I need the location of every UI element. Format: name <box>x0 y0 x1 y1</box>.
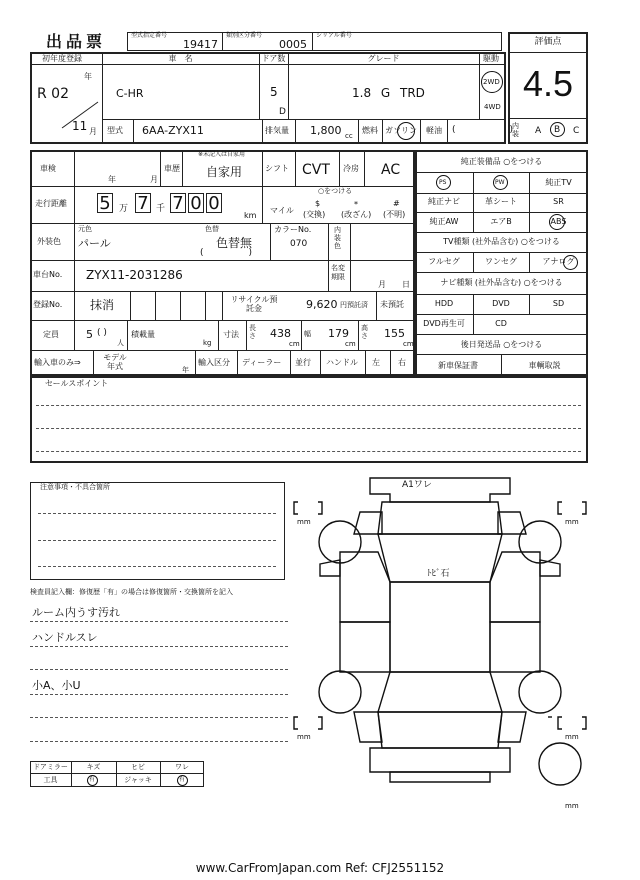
doors-value: 5 <box>270 85 278 99</box>
history-label: 車歴 <box>164 164 180 173</box>
color-no-label: カラーNo. <box>274 225 312 234</box>
capacity-paren: ( ) <box>97 328 107 338</box>
footer-ref: www.CarFromJapan.com Ref: CFJ2551152 <box>195 861 445 875</box>
odo-unknown-mark: # <box>393 199 400 208</box>
drive-2wd: 2WD <box>483 78 500 86</box>
first-reg-year-unit: 年 <box>84 72 92 81</box>
handle-right: 右 <box>398 358 406 367</box>
mileage-digit-3: 7 <box>170 193 186 213</box>
front-bumper <box>370 478 510 502</box>
odo-circle-note: ○をつける <box>318 187 353 195</box>
notes-label: 注意事項・不具合箇所 <box>40 483 110 491</box>
load-label: 積載量 <box>131 330 155 339</box>
score-label: 評価点 <box>534 37 562 47</box>
note-line-4: 小A、小U <box>32 679 81 692</box>
fuel-other-paren: ( ) <box>452 125 514 135</box>
shaken-label: 車検 <box>40 164 56 173</box>
rear-window <box>378 672 502 712</box>
navi-dvd: DVD <box>492 299 510 308</box>
tv-analog-circle <box>563 255 578 270</box>
mileage-digit-1: 5 <box>97 193 113 213</box>
front-left-door <box>340 552 390 622</box>
tools-status: 有 <box>89 776 96 783</box>
recycle-value: 9,620 <box>306 298 338 311</box>
equip-airbag: エアB <box>490 217 512 226</box>
car-name: C-HR <box>116 87 144 100</box>
recycle-label: リサイクル預託金 <box>230 295 278 313</box>
history-note: ※未記入は自家用 <box>198 151 246 158</box>
equip-ps: PS <box>439 179 447 186</box>
later-items-label: 後日発送品 ○をつける <box>460 340 543 349</box>
equip-leather: 革シート <box>485 197 517 206</box>
displacement-unit: cc <box>345 132 353 140</box>
rear-right-wheel <box>519 671 561 713</box>
sheet-title: 出品票 <box>46 32 107 51</box>
tools-label: 工具 <box>43 776 58 784</box>
doors-label: ドア数 <box>261 54 286 63</box>
handle-left: 左 <box>372 358 380 367</box>
name-change-month: 月 <box>378 280 386 289</box>
odo-exchange-mark: $ <box>315 199 321 208</box>
mirror-hibi: ヒビ <box>131 763 145 771</box>
mileage-digit-5: 0 <box>206 193 222 213</box>
interior-a: A <box>535 126 542 136</box>
sales-point-label: セールスポイント <box>45 379 109 388</box>
reg-value: 抹消 <box>90 298 115 312</box>
sales-point-box <box>30 376 588 463</box>
color-change-label: 色替 <box>205 225 219 233</box>
equip-genuine-tv: 純正TV <box>545 178 572 187</box>
first-reg-label: 初年度登録 <box>42 54 82 63</box>
color-change-paren: ( ) <box>200 248 253 258</box>
fuel-gasoline: ガソリン <box>385 126 417 135</box>
genuine-label: 純正装備品 ○をつける <box>460 157 543 166</box>
color-no-value: 070 <box>290 239 308 249</box>
mileage-digit-2: 7 <box>135 193 151 213</box>
first-reg-era: R 02 <box>37 86 69 102</box>
tv-type-label: TV種類 (社外品含む) ○をつける <box>443 237 560 246</box>
recycle-suffix: 円預託済 <box>340 301 368 309</box>
mileage-label: 走行距離 <box>35 199 67 208</box>
recycle-unpaid: 未預託 <box>380 300 404 309</box>
cooler-label: 冷房 <box>343 164 359 173</box>
doors-suffix: D <box>279 107 286 117</box>
equip-sr: SR <box>553 197 564 206</box>
type-cert-label: 型式指定番号 <box>131 32 168 39</box>
odo-mile: マイル <box>270 206 294 215</box>
score-value: 4.5 <box>522 63 574 104</box>
chassis-label: 車台No. <box>33 270 63 279</box>
roof <box>390 582 490 672</box>
note-line-2: ハンドルスレ <box>32 631 98 644</box>
name-change-day: 日 <box>402 280 410 289</box>
capacity-value: 5 <box>86 328 93 341</box>
import-dealer: ディーラー <box>242 358 282 367</box>
interior-c: C <box>573 126 580 136</box>
odo-unknown: (不明) <box>383 210 406 219</box>
mm-front-left: mm <box>297 518 311 526</box>
length-label: 長さ <box>249 324 256 340</box>
navi-cd: CD <box>495 319 507 328</box>
rear-right-door <box>490 622 540 672</box>
interior-label: 内装 <box>512 122 519 138</box>
shaken-year-unit: 年 <box>108 175 116 184</box>
rear-bumper <box>370 748 510 772</box>
rear-left-door <box>340 622 390 672</box>
displacement-value: 1,800 <box>310 124 342 137</box>
capacity-label: 定員 <box>43 330 59 339</box>
first-reg-month-unit: 月 <box>89 127 97 136</box>
equip-abs: ABS <box>550 217 567 226</box>
interior-color-label: 内装色 <box>334 226 341 250</box>
mm-rear-left: mm <box>297 733 311 741</box>
hood <box>378 502 502 534</box>
navi-type-label: ナビ種類 (社外品含む) ○をつける <box>440 278 563 287</box>
car-name-label: 車 名 <box>168 54 193 63</box>
model-value: 6AA-ZYX11 <box>142 124 204 137</box>
name-change-label: 名変期限 <box>331 264 345 281</box>
diagram-top-label: A1ワレ <box>402 480 432 490</box>
tv-analog: アナログ <box>542 257 575 266</box>
later-warranty: 新車保証書 <box>438 361 478 370</box>
displacement-label: 排気量 <box>265 126 289 135</box>
interior-b: B <box>554 125 561 135</box>
load-unit: kg <box>203 339 212 347</box>
mm-rear-right: mm <box>565 733 579 741</box>
spare-wheel <box>539 743 581 785</box>
shift-label: シフト <box>265 164 289 173</box>
diagram-middle-label: ﾄﾋﾞ石 <box>427 569 450 579</box>
serial-label: シリアル番号 <box>316 32 352 39</box>
odo-exchange: (交換) <box>303 210 326 219</box>
shaken-month-unit: 月 <box>150 175 158 184</box>
mirror-ware: ワレ <box>175 763 189 771</box>
grade-label: グレード <box>367 54 400 63</box>
fuel-label: 燃料 <box>362 126 378 135</box>
navi-hdd: HDD <box>434 299 454 308</box>
door-mirror-label: ドアミラー <box>33 763 68 771</box>
mm-spare: mm <box>565 802 579 810</box>
odo-tampered-mark: * <box>354 200 358 209</box>
handle-label: ハンドル <box>326 358 358 367</box>
mileage-sen: 千 <box>156 204 166 214</box>
height-value: 155 <box>384 327 405 340</box>
tv-oneseg: ワンセグ <box>485 257 517 266</box>
car-diagram <box>290 472 600 812</box>
note-line-1: ルーム内うす汚れ <box>32 606 120 619</box>
height-unit: cm <box>403 340 414 348</box>
height-label: 高さ <box>361 324 368 340</box>
mileage-digit-4: 0 <box>188 193 204 213</box>
chassis-value: ZYX11-2031286 <box>86 268 183 282</box>
import-kubun-label: 輸入区分 <box>198 358 230 367</box>
inspector-label: 検査員記入欄：修復歴「有」の場合は修復箇所・交換箇所を記入 <box>30 588 233 596</box>
model-year-unit: 年 <box>182 366 189 374</box>
mm-front-right: mm <box>565 518 579 526</box>
jack-status: 有 <box>179 776 186 783</box>
mileage-man: 万 <box>119 204 129 214</box>
model-year-label: モデル年式 <box>103 353 127 371</box>
later-manual: 車輌取説 <box>528 361 561 370</box>
equip-genuine-aw: 純正AW <box>429 217 459 226</box>
drive-4wd: 4WD <box>484 103 501 111</box>
navi-sd: SD <box>552 299 565 308</box>
length-unit: cm <box>289 340 300 348</box>
rear-left-wheel <box>319 671 361 713</box>
drive-label: 駆動 <box>483 54 499 63</box>
trunk <box>378 712 502 748</box>
mileage-km: km <box>244 211 257 220</box>
category-value: 0005 <box>279 38 307 51</box>
front-right-door <box>490 552 540 622</box>
color-label: 外装色 <box>37 237 61 246</box>
width-unit: cm <box>345 340 356 348</box>
equip-pw: PW <box>495 179 505 186</box>
length-value: 438 <box>270 327 291 340</box>
cooler-value: AC <box>381 162 401 178</box>
type-cert-value: 19417 <box>183 38 218 51</box>
grade-value: 1.8 G TRD <box>352 86 425 100</box>
mirror-kizu: キズ <box>86 763 101 771</box>
width-value: 179 <box>328 327 349 340</box>
navi-dvd-player: DVD再生可 <box>423 319 465 328</box>
import-label: 輸入車のみ⇒ <box>34 358 81 367</box>
original-color-label: 元色 <box>78 225 92 233</box>
fuel-circle <box>397 122 415 140</box>
original-color-value: パール <box>78 237 111 250</box>
import-parallel: 並行 <box>295 358 311 367</box>
reg-label: 登録No. <box>33 300 63 309</box>
dims-label: 寸法 <box>223 330 239 339</box>
color-change-value: 色替無 <box>216 236 253 250</box>
category-label: 類別区分番号 <box>226 32 263 39</box>
shift-value: CVT <box>302 162 330 178</box>
odo-tampered: (改ざん) <box>341 210 372 219</box>
first-reg-month: 11 <box>72 119 88 133</box>
light-oil-label: 軽油 <box>426 126 442 135</box>
history-value: 自家用 <box>206 165 243 179</box>
capacity-unit: 人 <box>117 339 124 347</box>
tv-fullseg: フルセグ <box>428 257 460 266</box>
model-label: 型式 <box>107 126 123 135</box>
width-label: 幅 <box>304 330 311 338</box>
equip-genuine-navi: 純正ナビ <box>428 197 460 206</box>
jack-label: ジャッキ <box>124 776 152 784</box>
